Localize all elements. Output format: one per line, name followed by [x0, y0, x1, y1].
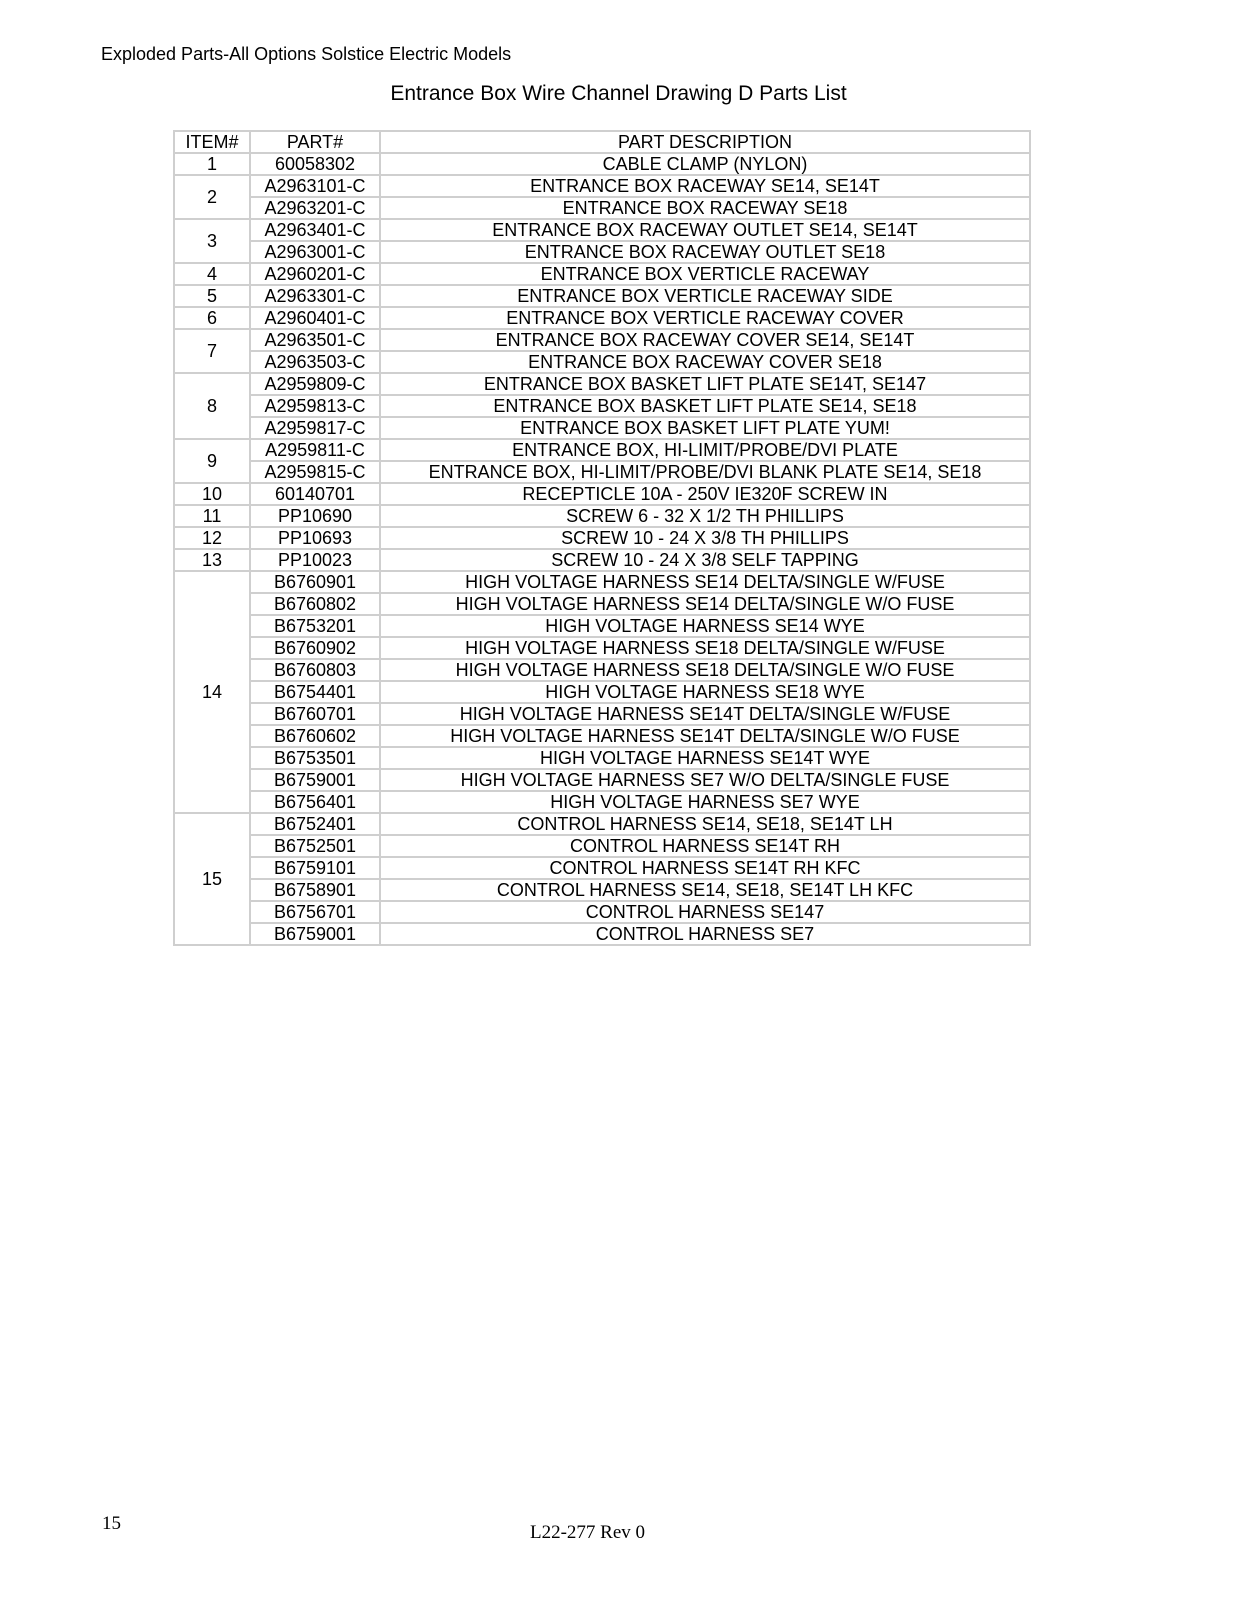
table-row	[174, 879, 1030, 901]
part-number-cell: A2963401-C	[250, 219, 380, 241]
item-number-cell: 6	[174, 307, 250, 329]
part-number-cell: A2959815-C	[250, 461, 380, 483]
table-row	[174, 857, 1030, 879]
part-description-cell: ENTRANCE BOX VERTICLE RACEWAY COVER	[380, 307, 1030, 329]
table-row	[174, 527, 1030, 549]
part-number-cell: B6756701	[250, 901, 380, 923]
part-number-cell: B6760602	[250, 725, 380, 747]
table-row	[174, 637, 1030, 659]
part-number-cell: A2959809-C	[250, 373, 380, 395]
part-description-cell: CABLE CLAMP (NYLON)	[380, 153, 1030, 175]
parts-table	[173, 130, 1031, 946]
part-description-cell: ENTRANCE BOX RACEWAY SE18	[380, 197, 1030, 219]
part-description-cell: ENTRANCE BOX BASKET LIFT PLATE SE14, SE18	[380, 395, 1030, 417]
table-row	[174, 813, 1030, 835]
part-description-cell: ENTRANCE BOX RACEWAY OUTLET SE18	[380, 241, 1030, 263]
item-number-cell: 1	[174, 153, 250, 175]
part-description-cell: HIGH VOLTAGE HARNESS SE14T WYE	[380, 747, 1030, 769]
part-number-cell: B6753501	[250, 747, 380, 769]
part-number-cell: A2959813-C	[250, 395, 380, 417]
part-number-cell: PP10693	[250, 527, 380, 549]
table-row	[174, 703, 1030, 725]
part-description-cell: ENTRANCE BOX VERTICLE RACEWAY	[380, 263, 1030, 285]
table-row	[174, 835, 1030, 857]
table-row	[174, 659, 1030, 681]
table-row	[174, 263, 1030, 285]
table-row	[174, 681, 1030, 703]
part-number-cell: B6759001	[250, 769, 380, 791]
table-header-row	[174, 131, 1030, 153]
table-row	[174, 483, 1030, 505]
item-number-cell: 7	[174, 329, 250, 373]
part-description-cell: SCREW 10 - 24 X 3/8 TH PHILLIPS	[380, 527, 1030, 549]
part-description-cell: CONTROL HARNESS SE7	[380, 923, 1030, 945]
part-description-cell: ENTRANCE BOX BASKET LIFT PLATE YUM!	[380, 417, 1030, 439]
part-description-cell: HIGH VOLTAGE HARNESS SE18 DELTA/SINGLE W/FUSE	[380, 637, 1030, 659]
table-row	[174, 153, 1030, 175]
part-description-cell: ENTRANCE BOX RACEWAY COVER SE18	[380, 351, 1030, 373]
part-number-cell: PP10023	[250, 549, 380, 571]
table-row	[174, 549, 1030, 571]
part-description-cell: ENTRANCE BOX RACEWAY COVER SE14, SE14T	[380, 329, 1030, 351]
part-description-cell: CONTROL HARNESS SE14T RH KFC	[380, 857, 1030, 879]
part-description-cell: ENTRANCE BOX, HI-LIMIT/PROBE/DVI BLANK PLATE SE14, SE18	[380, 461, 1030, 483]
part-number-cell: PP10690	[250, 505, 380, 527]
part-description-cell: ENTRANCE BOX RACEWAY OUTLET SE14, SE14T	[380, 219, 1030, 241]
part-number-cell: A2960201-C	[250, 263, 380, 285]
document-id: L22-277 Rev 0	[530, 1522, 646, 1543]
item-number-cell: 5	[174, 285, 250, 307]
page-title: Entrance Box Wire Channel Drawing D Parts List	[390, 82, 847, 105]
part-description-cell: RECEPTICLE 10A - 250V IE320F SCREW IN	[380, 483, 1030, 505]
table-row	[174, 219, 1030, 241]
part-number-cell: A2960401-C	[250, 307, 380, 329]
part-description-cell: HIGH VOLTAGE HARNESS SE14 WYE	[380, 615, 1030, 637]
item-number-cell: 13	[174, 549, 250, 571]
part-number-cell: A2963503-C	[250, 351, 380, 373]
part-number-cell: B6753201	[250, 615, 380, 637]
item-number-cell: 4	[174, 263, 250, 285]
part-description-cell: HIGH VOLTAGE HARNESS SE14T DELTA/SINGLE W/O FUSE	[380, 725, 1030, 747]
part-number-cell: B6760902	[250, 637, 380, 659]
column-header-part: PART#	[250, 131, 380, 153]
table-row	[174, 791, 1030, 813]
part-number-cell: B6760901	[250, 571, 380, 593]
part-description-cell: HIGH VOLTAGE HARNESS SE7 W/O DELTA/SINGLE FUSE	[380, 769, 1030, 791]
part-number-cell: B6756401	[250, 791, 380, 813]
table-row	[174, 747, 1030, 769]
part-description-cell: CONTROL HARNESS SE147	[380, 901, 1030, 923]
document-header: Exploded Parts-All Options Solstice Electric Models	[101, 44, 512, 64]
part-number-cell: B6759101	[250, 857, 380, 879]
table-row	[174, 505, 1030, 527]
table-row	[174, 769, 1030, 791]
part-number-cell: A2963501-C	[250, 329, 380, 351]
part-description-cell: ENTRANCE BOX VERTICLE RACEWAY SIDE	[380, 285, 1030, 307]
column-header-description: PART DESCRIPTION	[380, 131, 1030, 153]
table-row	[174, 901, 1030, 923]
item-number-cell: 12	[174, 527, 250, 549]
part-description-cell: ENTRANCE BOX BASKET LIFT PLATE SE14T, SE147	[380, 373, 1030, 395]
table-row	[174, 593, 1030, 615]
parts-table-body	[174, 153, 1030, 945]
part-number-cell: A2959811-C	[250, 439, 380, 461]
part-number-cell: A2963301-C	[250, 285, 380, 307]
part-description-cell: HIGH VOLTAGE HARNESS SE14T DELTA/SINGLE W/FUSE	[380, 703, 1030, 725]
table-row	[174, 571, 1030, 593]
part-number-cell: A2959817-C	[250, 417, 380, 439]
part-description-cell: ENTRANCE BOX, HI-LIMIT/PROBE/DVI PLATE	[380, 439, 1030, 461]
part-description-cell: CONTROL HARNESS SE14, SE18, SE14T LH KFC	[380, 879, 1030, 901]
part-number-cell: 60140701	[250, 483, 380, 505]
part-description-cell: SCREW 10 - 24 X 3/8 SELF TAPPING	[380, 549, 1030, 571]
table-row	[174, 307, 1030, 329]
item-number-cell: 9	[174, 439, 250, 483]
table-row	[174, 175, 1030, 197]
table-row	[174, 615, 1030, 637]
table-row	[174, 373, 1030, 395]
part-number-cell: A2963001-C	[250, 241, 380, 263]
part-description-cell: HIGH VOLTAGE HARNESS SE18 WYE	[380, 681, 1030, 703]
part-description-cell: CONTROL HARNESS SE14T RH	[380, 835, 1030, 857]
item-number-cell: 15	[174, 813, 250, 945]
table-row	[174, 417, 1030, 439]
part-description-cell: SCREW 6 - 32 X 1/2 TH PHILLIPS	[380, 505, 1030, 527]
table-row	[174, 461, 1030, 483]
item-number-cell: 11	[174, 505, 250, 527]
part-number-cell: B6758901	[250, 879, 380, 901]
part-number-cell: B6754401	[250, 681, 380, 703]
table-row	[174, 197, 1030, 219]
item-number-cell: 2	[174, 175, 250, 219]
table-row	[174, 923, 1030, 945]
part-number-cell: 60058302	[250, 153, 380, 175]
table-row	[174, 439, 1030, 461]
part-number-cell: A2963101-C	[250, 175, 380, 197]
part-number-cell: B6759001	[250, 923, 380, 945]
item-number-cell: 8	[174, 373, 250, 439]
column-header-item: ITEM#	[174, 131, 250, 153]
table-row	[174, 351, 1030, 373]
part-description-cell: HIGH VOLTAGE HARNESS SE14 DELTA/SINGLE W/O FUSE	[380, 593, 1030, 615]
part-description-cell: HIGH VOLTAGE HARNESS SE7 WYE	[380, 791, 1030, 813]
part-description-cell: CONTROL HARNESS SE14, SE18, SE14T LH	[380, 813, 1030, 835]
item-number-cell: 3	[174, 219, 250, 263]
table-row	[174, 329, 1030, 351]
page-number: 15	[102, 1513, 121, 1534]
table-row	[174, 725, 1030, 747]
part-description-cell: HIGH VOLTAGE HARNESS SE14 DELTA/SINGLE W/FUSE	[380, 571, 1030, 593]
part-number-cell: B6752501	[250, 835, 380, 857]
part-description-cell: ENTRANCE BOX RACEWAY SE14, SE14T	[380, 175, 1030, 197]
part-description-cell: HIGH VOLTAGE HARNESS SE18 DELTA/SINGLE W/O FUSE	[380, 659, 1030, 681]
item-number-cell: 14	[174, 571, 250, 813]
part-number-cell: B6760802	[250, 593, 380, 615]
item-number-cell: 10	[174, 483, 250, 505]
table-row	[174, 285, 1030, 307]
table-row	[174, 395, 1030, 417]
part-number-cell: B6760701	[250, 703, 380, 725]
table-row	[174, 241, 1030, 263]
part-number-cell: B6760803	[250, 659, 380, 681]
part-number-cell: B6752401	[250, 813, 380, 835]
part-number-cell: A2963201-C	[250, 197, 380, 219]
